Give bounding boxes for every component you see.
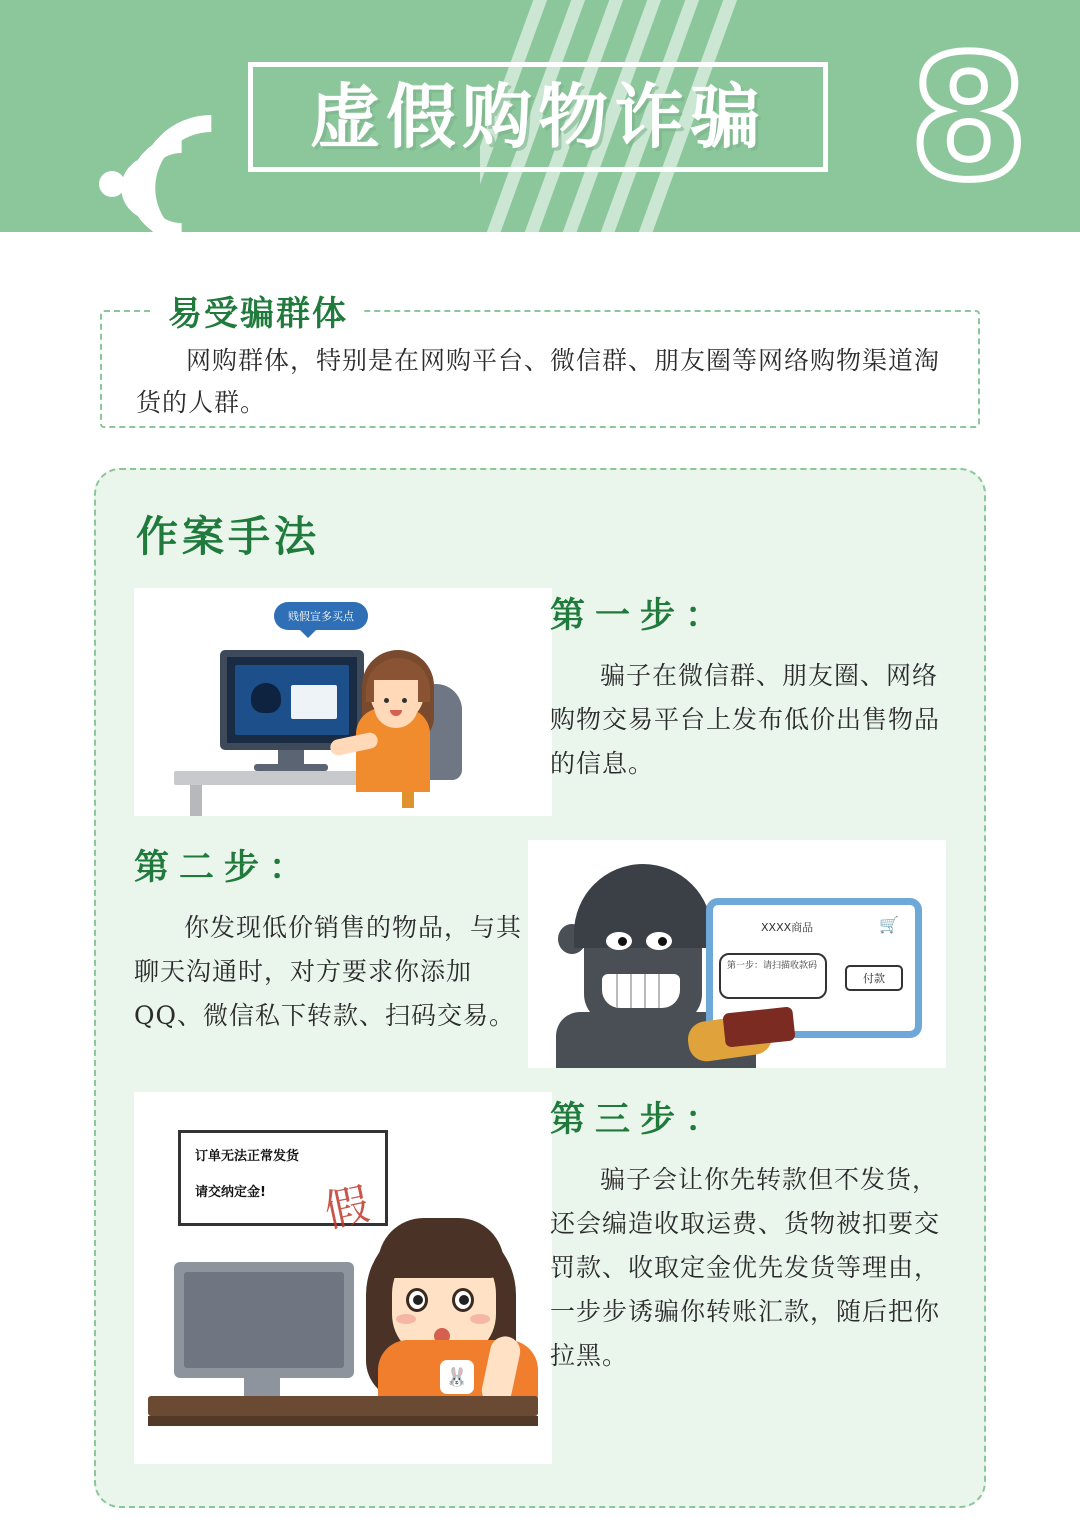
step-2-heading: 第二步： xyxy=(134,848,315,888)
woman-eye-right xyxy=(402,698,407,703)
order-notice-line-2: 请交纳定金! xyxy=(195,1185,266,1200)
girl-blush-right xyxy=(470,1314,490,1324)
step-3-heading: 第三步： xyxy=(550,1100,731,1140)
methods-heading: 作案手法 xyxy=(136,512,321,561)
monitor-back-shape xyxy=(174,1262,354,1378)
qr-instruction-bubble: 第一步：请扫描收款码 xyxy=(719,953,827,999)
step-1-text-block xyxy=(550,588,954,786)
girl-pupil-left xyxy=(413,1295,423,1305)
step-1-body: 骗子在微信群、朋友圈、网络购物交易平台上发布低价出售物品的信息。 xyxy=(550,661,941,778)
step-1-heading: 第一步： xyxy=(550,596,731,636)
monitor-shape xyxy=(220,650,364,750)
step-2 xyxy=(134,840,946,1072)
girl-fringe-shape xyxy=(378,1218,504,1278)
woman-eye-left xyxy=(384,698,389,703)
thief-grin-shape xyxy=(602,974,680,1008)
pay-button[interactable]: 付款 xyxy=(845,965,903,991)
section-number: 8 xyxy=(909,20,1028,218)
monitor-stand-3-shape xyxy=(244,1378,280,1396)
victims-heading: 易受骗群体 xyxy=(154,286,362,335)
order-notice-line-1: 订单无法正常发货 xyxy=(195,1149,300,1164)
wallet-shape xyxy=(722,1006,795,1047)
woman-face-shape xyxy=(374,680,418,728)
step-1 xyxy=(134,588,946,820)
girl-blush-left xyxy=(396,1314,416,1324)
victims-text: 网购群体，特别是在网购平台、微信群、朋友圈等网络购物渠道淘货的人群。 xyxy=(136,346,941,417)
thief-hood-shape xyxy=(574,864,712,948)
shopping-cart-icon: 🛒 xyxy=(879,917,899,934)
page-header xyxy=(0,0,1080,232)
step-2-text-block xyxy=(134,840,538,1038)
rabbit-icon: 🐰 xyxy=(440,1360,474,1394)
page-title: 虚假购物诈骗 xyxy=(310,76,766,158)
girl-pupil-right xyxy=(459,1295,469,1305)
step-3-text-block xyxy=(550,1092,954,1378)
desk-edge-shape xyxy=(148,1416,538,1426)
step-3 xyxy=(134,1092,946,1472)
product-label: XXXX商品 xyxy=(761,921,814,934)
desk-leg-shape xyxy=(190,785,202,816)
fake-stamp: 假 xyxy=(320,1178,374,1238)
chat-bubble-text: 贱假宣多买点 xyxy=(274,602,368,630)
thief-pupil-left xyxy=(618,937,627,946)
thief-pupil-right xyxy=(658,937,667,946)
wifi-icon xyxy=(108,58,238,188)
title-frame xyxy=(248,62,828,172)
step-3-illustration xyxy=(134,1092,552,1464)
desk-top-shape xyxy=(148,1396,538,1416)
step-3-body: 骗子会让你先转款但不发货，还会编造收取运费、货物被扣要交罚款、收取定金优先发货等理由，一步步诱骗你转账汇款，随后把你拉黑。 xyxy=(550,1165,941,1370)
step-2-body: 你发现低价销售的物品，与其聊天沟通时，对方要求你添加QQ、微信私下转款、扫码交易。 xyxy=(134,913,523,1030)
victims-panel xyxy=(100,294,980,428)
step-2-illustration xyxy=(528,840,946,1068)
methods-panel xyxy=(94,468,986,1508)
monitor-base-shape xyxy=(254,764,328,771)
step-1-illustration xyxy=(134,588,552,816)
